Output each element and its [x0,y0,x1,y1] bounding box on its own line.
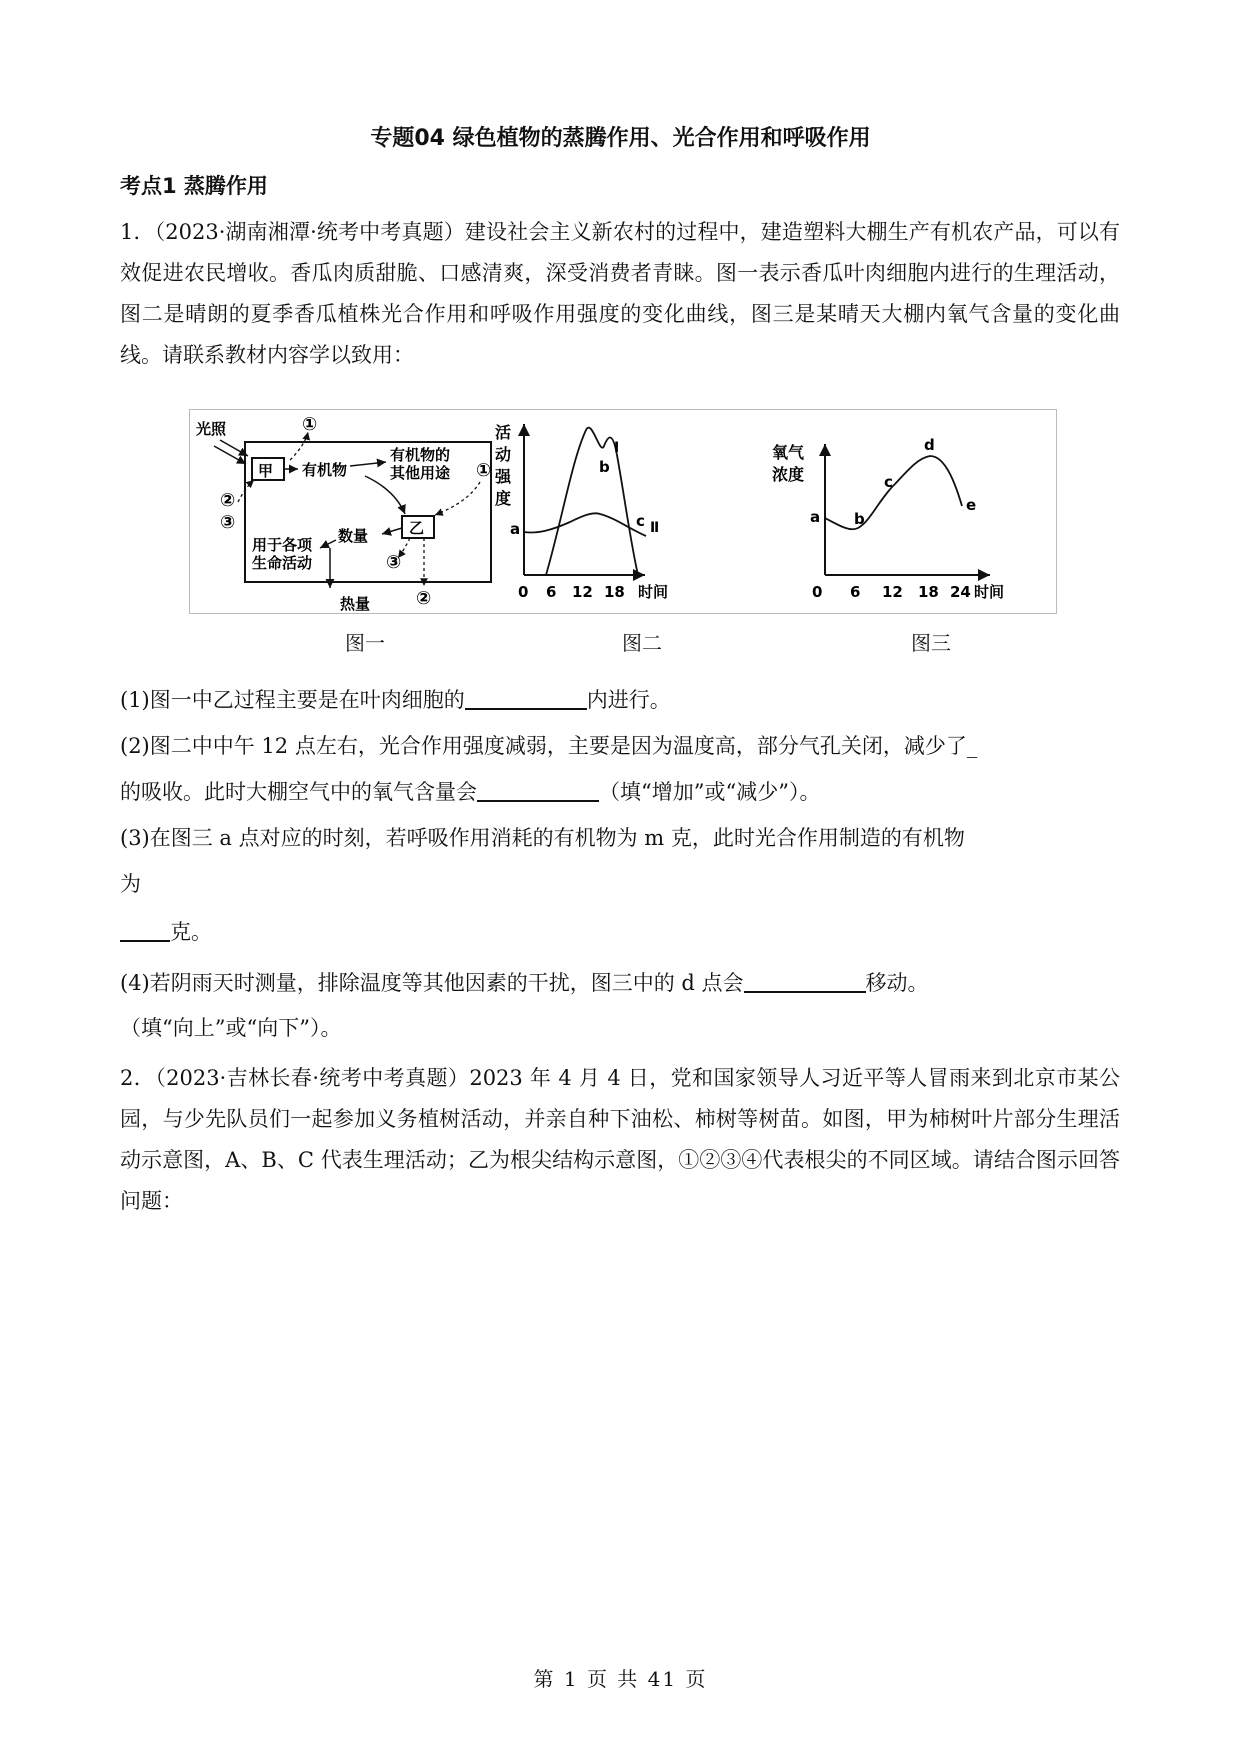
figure-graphics [190,410,1058,615]
other-use-line-2: 其他用途 [390,464,451,482]
fig3-oxygen-curve [825,456,962,529]
circle-3-bottom: ③ [386,552,402,573]
question-1-part-3b: 为 [120,872,141,896]
fig2-ylabel-2: 动 [495,445,512,464]
light-label: 光照 [196,420,227,438]
other-use-arrow [350,462,386,466]
energy-label: 数量 [338,527,369,545]
fig2-point-a: a [510,520,521,538]
heat-label: 热量 [340,595,371,613]
question-1-part-1: (1)图一中乙过程主要是在叶肉细胞的 内进行。 [120,688,671,712]
circle-3-left: ③ [220,512,236,533]
question-1-part-2b: 的吸收。此时大棚空气中的氧气含量会 （填“增加”或“减少”）。 [120,780,821,804]
light-arrow-2 [214,446,246,464]
fig3-point-b: b [854,510,865,528]
fig2-tick-18: 18 [604,583,625,601]
question-1-part-3c: 克。 [120,917,212,947]
circle-2-left: ② [220,490,236,511]
question-2-stem: 2．（2023·吉林长春·统考中考真题）2023 年 4 月 4 日，党和国家领导人习近平等人冒雨来到北京市某公园，与少先队员们一起参加义务植树活动，并亲自种下油松、柿树等树苗。如图，甲为柿树叶片部分生理活动示意图，A、B、C 代表生理活动；乙为根尖结构示意图，①②③④代表根尖的不同区域。请结合图示回答问题： [120,1066,1120,1213]
organic-label: 有机物 [302,461,348,479]
fig2-point-c: c [636,512,645,530]
life-activity-line-1: 用于各项 [252,536,313,554]
fig3-ylabel-2: 浓度 [772,465,805,484]
fig2-tick-6: 6 [546,583,557,601]
fig2-curve-2-label: Ⅱ [650,520,660,536]
figure-three-chart [772,436,1004,601]
jia-label: 甲 [258,462,274,480]
answer-blank-4[interactable] [744,969,866,993]
fig2-curve-photosynthesis [546,428,638,575]
caption-figure-two: 图二 [622,631,662,655]
fig3-point-d: d [924,436,935,454]
fig2-tick-12: 12 [572,583,593,601]
fig3-ylabel-1: 氧气 [772,443,805,462]
answer-blank-2[interactable] [477,778,599,802]
answer-blank-3[interactable] [120,918,170,942]
life-arrow [320,540,336,548]
question-1-part-2a: (2)图二中中午 12 点左右，光合作用强度减弱，主要是因为温度高，部分气孔关闭，减少了_ [120,734,978,758]
fig2-curve-1-label: Ⅰ [614,440,620,456]
figure-two-chart [494,423,668,601]
fig3-tick-6: 6 [850,583,861,601]
question-1-part-3a: (3)在图三 a 点对应的时刻，若呼吸作用消耗的有机物为 m 克，此时光合作用制造的有机物 [120,826,965,850]
figure-panel [189,409,1057,614]
fig2-point-b: b [599,458,610,476]
circle-1-top: ① [302,414,318,435]
fig3-tick-12: 12 [882,583,903,601]
page-title: 专题04 绿色植物的蒸腾作用、光合作用和呼吸作用 [370,126,871,151]
co2-out-arrow [398,538,410,558]
fig3-tick-24: 24 [950,583,971,601]
circle-2-bottom: ② [416,588,432,609]
caption-figure-one: 图一 [345,631,385,655]
question-1-part-4a: (4)若阴雨天时测量，排除温度等其他因素的干扰，图三中的 d 点会 移动。 [120,971,929,995]
question-1-part-4b: （填“向上”或“向下”）。 [120,1016,342,1040]
fig2-ylabel-1: 活 [495,423,512,442]
fig3-point-c: c [884,473,893,491]
energy-arrow [382,528,402,534]
fig3-xlabel: 时间 [974,583,1005,601]
fig2-xlabel: 时间 [638,583,669,601]
fig3-tick-18: 18 [918,583,939,601]
question-1-stem: 1．（2023·湖南湘潭·统考中考真题）建设社会主义新农村的过程中，建造塑料大棚生产有机农产品，可以有效促进农民增收。香瓜肉质甜脆、口感清爽，深受消费者青睐。图一表示香瓜叶肉细胞内进行的生理活动，图二是晴朗的夏季香瓜植株光合作用和呼吸作用强度的变化曲线，图三是某晴天大棚内氧气含量的变化曲线。请联系教材内容学以致用： [120,220,1120,367]
life-activity-line-2: 生命活动 [252,554,313,572]
fig3-point-e: e [966,496,977,514]
page-footer: 第 1 页 共 41 页 [533,1667,708,1691]
fig3-tick-0: 0 [812,583,823,601]
oxygen-in-arrow [435,482,480,515]
oxygen-out-arrow [290,432,308,460]
section-heading: 考点1 蒸腾作用 [120,174,268,198]
answer-blank-1[interactable] [465,686,587,710]
other-use-line-1: 有机物的 [390,446,451,464]
fig3-point-a: a [810,508,821,526]
figure-one-diagram [196,414,491,613]
caption-figure-three: 图三 [911,631,951,655]
fig2-ylabel-4: 度 [495,489,512,508]
fig2-tick-0: 0 [518,583,529,601]
fig2-ylabel-3: 强 [495,467,512,486]
yi-label: 乙 [409,519,425,537]
light-arrow-1 [220,440,248,456]
circle-1-right: ① [476,460,492,481]
